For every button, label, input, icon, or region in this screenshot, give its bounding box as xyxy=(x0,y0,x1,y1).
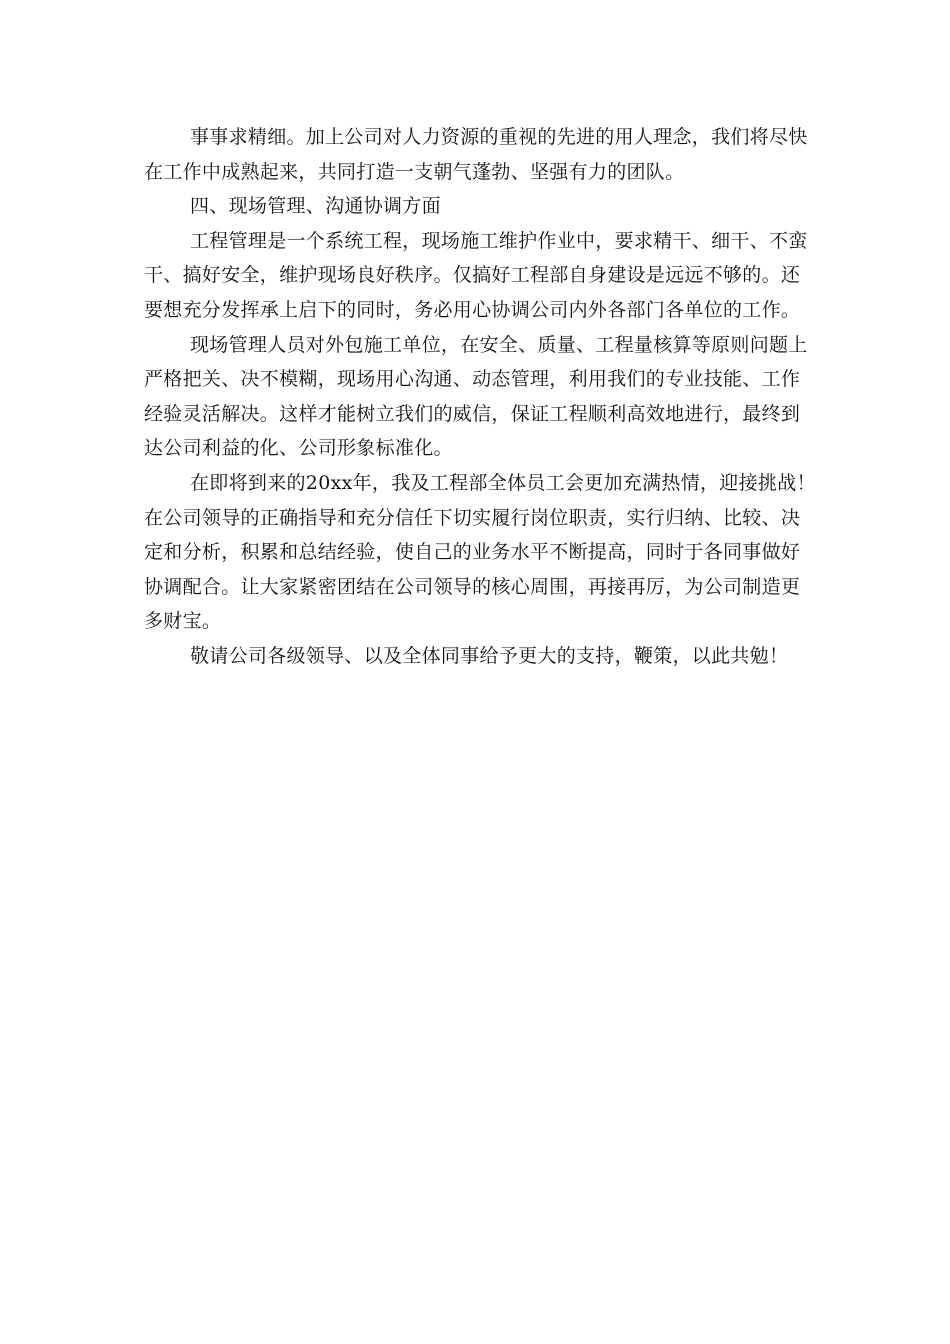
text-line: 在公司领导的正确指导和充分信任下切实履行岗位职责，实行归纳、比较、决 xyxy=(144,506,801,529)
text-line: 在工作中成熟起来，共同打造一支朝气蓬勃、坚强有力的团队。 xyxy=(144,160,685,183)
text-line: 事事求精细。加上公司对人力资源的重视的先进的用人理念，我们将尽快 xyxy=(190,126,808,148)
document-body xyxy=(144,120,816,674)
text-line: 经验灵活解决。这样才能树立我们的威信，保证工程顺利高效地进行，最终到 xyxy=(144,402,801,425)
text-line: 要想充分发挥承上启下的同时，务必用心协调公司内外各部门各单位的工作。 xyxy=(144,298,801,321)
text-line: 严格把关、决不模糊，现场用心沟通、动态管理，利用我们的专业技能、工作 xyxy=(144,368,801,391)
text-line: 多财宝。 xyxy=(144,610,222,633)
closing-line: 敬请公司各级领导、以及全体同事给予更大的支持，鞭策，以此共勉！ xyxy=(190,644,789,667)
text-line: 现场管理人员对外包施工单位，在安全、质量、工程量核算等原则问题上 xyxy=(190,333,808,356)
section-heading: 四、现场管理、沟通协调方面 xyxy=(190,195,441,218)
text-line: 定和分析，积累和总结经验，使自己的业务水平不断提高，同时于各同事做好 xyxy=(144,541,801,564)
text-line: 在即将到来的20xx年，我及工程部全体员工会更加充满热情，迎接挑战！ xyxy=(190,471,816,494)
text-line: 达公司利益的化、公司形象标准化。 xyxy=(144,437,453,460)
text-line: 干、搞好安全，维护现场良好秩序。仅搞好工程部自身建设是远远不够的。还 xyxy=(144,264,801,287)
text-line: 协调配合。让大家紧密团结在公司领导的核心周围，再接再厉，为公司制造更 xyxy=(144,575,801,598)
text-line: 工程管理是一个系统工程，现场施工维护作业中，要求精干、细干、不蛮 xyxy=(190,229,808,252)
